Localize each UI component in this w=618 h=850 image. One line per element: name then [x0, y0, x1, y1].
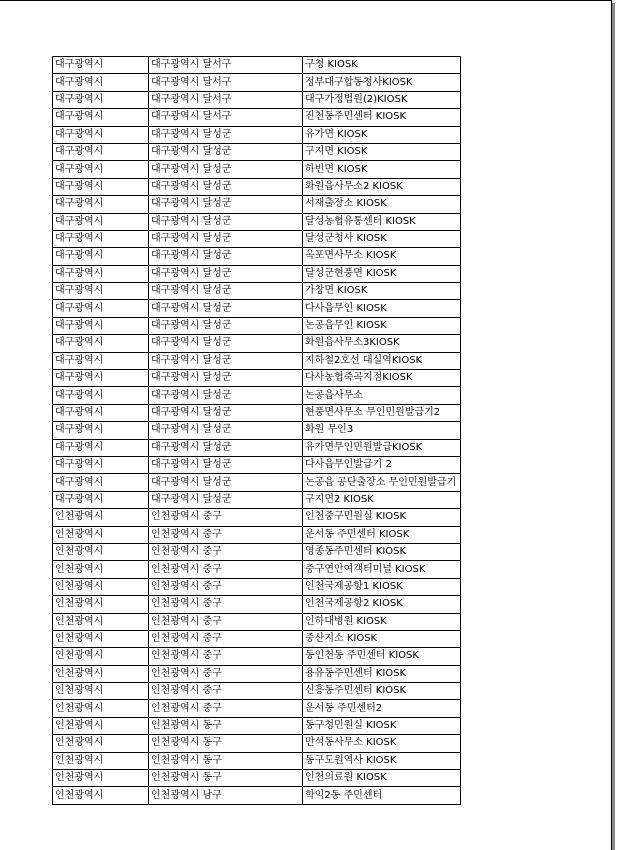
district-cell: 인천광역시 중구: [149, 665, 303, 682]
district-cell: 대구광역시 달성군: [149, 439, 303, 456]
city-cell: 대구광역시: [53, 196, 149, 213]
district-cell: 대구광역시 달성군: [149, 265, 303, 282]
district-cell: 인천광역시 중구: [149, 543, 303, 560]
kiosk-location-cell: 구지면 KIOSK: [303, 143, 461, 160]
district-cell: 대구광역시 달서구: [149, 91, 303, 108]
district-cell: 대구광역시 달성군: [149, 126, 303, 143]
table-row: [53, 596, 461, 613]
table-row: [53, 352, 461, 369]
district-cell: 인천광역시 중구: [149, 613, 303, 630]
district-cell: 인천광역시 중구: [149, 561, 303, 578]
district-cell: 인천광역시 동구: [149, 735, 303, 752]
city-cell: 대구광역시: [53, 265, 149, 282]
kiosk-location-cell: 동인천동 주민센터 KIOSK: [303, 648, 461, 665]
kiosk-location-cell: 인천국제공항2 KIOSK: [303, 596, 461, 613]
kiosk-location-cell: 구지면2 KIOSK: [303, 491, 461, 508]
table-row: [53, 387, 461, 404]
district-cell: 대구광역시 달성군: [149, 335, 303, 352]
kiosk-location-cell: 다사읍무인 KIOSK: [303, 300, 461, 317]
table-row: [53, 543, 461, 560]
district-cell: 대구광역시 달성군: [149, 317, 303, 334]
city-cell: 대구광역시: [53, 74, 149, 91]
table-row: [53, 265, 461, 282]
table-row: [53, 630, 461, 647]
table-row: [53, 665, 461, 682]
district-cell: 대구광역시 달성군: [149, 213, 303, 230]
kiosk-location-cell: 진천동주민센터 KIOSK: [303, 109, 461, 126]
kiosk-location-cell: 용유동주민센터 KIOSK: [303, 665, 461, 682]
district-cell: 대구광역시 달성군: [149, 352, 303, 369]
kiosk-location-cell: 지하철2호선 대실역KIOSK: [303, 352, 461, 369]
city-cell: 대구광역시: [53, 335, 149, 352]
table-row: [53, 439, 461, 456]
city-cell: 대구광역시: [53, 387, 149, 404]
city-cell: 대구광역시: [53, 161, 149, 178]
district-cell: 대구광역시 달서구: [149, 57, 303, 74]
table-row: [53, 683, 461, 700]
city-cell: 인천광역시: [53, 526, 149, 543]
kiosk-location-cell: 학익2동 주민센터: [303, 787, 461, 804]
district-cell: 대구광역시 달서구: [149, 74, 303, 91]
city-cell: 인천광역시: [53, 509, 149, 526]
table-row: [53, 161, 461, 178]
district-cell: 인천광역시 중구: [149, 700, 303, 717]
table-row: [53, 422, 461, 439]
kiosk-location-cell: 인천중구민원실 KIOSK: [303, 509, 461, 526]
district-cell: 인천광역시 중구: [149, 596, 303, 613]
city-cell: 인천광역시: [53, 630, 149, 647]
table-row: [53, 526, 461, 543]
district-cell: 대구광역시 달성군: [149, 143, 303, 160]
table-row: [53, 196, 461, 213]
table-row: [53, 578, 461, 595]
kiosk-location-cell: 인천국제공항1 KIOSK: [303, 578, 461, 595]
district-cell: 대구광역시 달성군: [149, 370, 303, 387]
city-cell: 인천광역시: [53, 683, 149, 700]
district-cell: 대구광역시 달성군: [149, 422, 303, 439]
table-row: [53, 126, 461, 143]
kiosk-location-cell: 달성군청사 KIOSK: [303, 230, 461, 247]
table-row: [53, 317, 461, 334]
kiosk-location-table: [52, 56, 461, 805]
city-cell: 인천광역시: [53, 596, 149, 613]
city-cell: 대구광역시: [53, 422, 149, 439]
city-cell: 인천광역시: [53, 665, 149, 682]
kiosk-location-cell: 동구도원역사 KIOSK: [303, 752, 461, 769]
table-row: [53, 91, 461, 108]
kiosk-location-cell: 인하대병원 KIOSK: [303, 613, 461, 630]
table-row: [53, 735, 461, 752]
kiosk-location-cell: 정부대구합동청사KIOSK: [303, 74, 461, 91]
table-row: [53, 300, 461, 317]
table-row: [53, 474, 461, 491]
city-cell: 대구광역시: [53, 439, 149, 456]
kiosk-location-cell: 논공읍무인 KIOSK: [303, 317, 461, 334]
district-cell: 대구광역시 달성군: [149, 300, 303, 317]
kiosk-location-cell: 중구연안여객터미널 KIOSK: [303, 561, 461, 578]
city-cell: 대구광역시: [53, 126, 149, 143]
district-cell: 인천광역시 동구: [149, 770, 303, 787]
table-row: [53, 57, 461, 74]
city-cell: 인천광역시: [53, 735, 149, 752]
district-cell: 대구광역시 달성군: [149, 283, 303, 300]
table-row: [53, 230, 461, 247]
district-cell: 인천광역시 남구: [149, 787, 303, 804]
district-cell: 대구광역시 달성군: [149, 161, 303, 178]
table-row: [53, 648, 461, 665]
kiosk-location-cell: 중산지소 KIOSK: [303, 630, 461, 647]
district-cell: 인천광역시 중구: [149, 509, 303, 526]
city-cell: 대구광역시: [53, 57, 149, 74]
kiosk-location-cell: 유가면무인민원발급KIOSK: [303, 439, 461, 456]
district-cell: 대구광역시 달서구: [149, 109, 303, 126]
table-row: [53, 700, 461, 717]
kiosk-location-cell: 달성군현풍면 KIOSK: [303, 265, 461, 282]
district-cell: 대구광역시 달성군: [149, 248, 303, 265]
district-cell: 대구광역시 달성군: [149, 387, 303, 404]
kiosk-location-cell: 가창면 KIOSK: [303, 283, 461, 300]
kiosk-location-cell: 다사농협죽곡지점KIOSK: [303, 370, 461, 387]
city-cell: 대구광역시: [53, 230, 149, 247]
city-cell: 인천광역시: [53, 613, 149, 630]
table-row: [53, 561, 461, 578]
district-cell: 인천광역시 동구: [149, 752, 303, 769]
kiosk-location-cell: 운서동 주민센터2: [303, 700, 461, 717]
district-cell: 대구광역시 달성군: [149, 196, 303, 213]
city-cell: 대구광역시: [53, 370, 149, 387]
page-shadow: [612, 3, 615, 850]
city-cell: 대구광역시: [53, 109, 149, 126]
kiosk-location-cell: 영종동주민센터 KIOSK: [303, 543, 461, 560]
table-row: [53, 456, 461, 473]
district-cell: 대구광역시 달성군: [149, 474, 303, 491]
district-cell: 인천광역시 동구: [149, 717, 303, 734]
city-cell: 대구광역시: [53, 213, 149, 230]
table-row: [53, 370, 461, 387]
kiosk-location-cell: 화원 무인3: [303, 422, 461, 439]
table-row: [53, 283, 461, 300]
city-cell: 대구광역시: [53, 91, 149, 108]
table-row: [53, 178, 461, 195]
table-row: [53, 509, 461, 526]
table-row: [53, 770, 461, 787]
city-cell: 인천광역시: [53, 648, 149, 665]
kiosk-location-cell: 대구가정법원(2)KIOSK: [303, 91, 461, 108]
city-cell: 대구광역시: [53, 248, 149, 265]
city-cell: 대구광역시: [53, 283, 149, 300]
city-cell: 인천광역시: [53, 770, 149, 787]
kiosk-location-cell: 운서동 주민센터 KIOSK: [303, 526, 461, 543]
kiosk-location-cell: 다사읍무인발급기 2: [303, 456, 461, 473]
city-cell: 대구광역시: [53, 317, 149, 334]
district-cell: 인천광역시 중구: [149, 630, 303, 647]
kiosk-location-cell: 화원읍사무소2 KIOSK: [303, 178, 461, 195]
city-cell: 인천광역시: [53, 700, 149, 717]
kiosk-location-cell: 하빈면 KIOSK: [303, 161, 461, 178]
kiosk-location-cell: 현풍면사무소 무인민원발급기2: [303, 404, 461, 421]
kiosk-location-cell: 유가면 KIOSK: [303, 126, 461, 143]
city-cell: 대구광역시: [53, 404, 149, 421]
table-row: [53, 248, 461, 265]
table-row: [53, 717, 461, 734]
district-cell: 대구광역시 달성군: [149, 178, 303, 195]
district-cell: 인천광역시 중구: [149, 578, 303, 595]
district-cell: 인천광역시 중구: [149, 526, 303, 543]
city-cell: 인천광역시: [53, 752, 149, 769]
district-cell: 인천광역시 중구: [149, 683, 303, 700]
city-cell: 대구광역시: [53, 491, 149, 508]
table-row: [53, 109, 461, 126]
table-row: [53, 404, 461, 421]
city-cell: 인천광역시: [53, 543, 149, 560]
city-cell: 인천광역시: [53, 717, 149, 734]
district-cell: 대구광역시 달성군: [149, 456, 303, 473]
city-cell: 인천광역시: [53, 787, 149, 804]
table-row: [53, 787, 461, 804]
kiosk-location-cell: 화원읍사무소3KIOSK: [303, 335, 461, 352]
kiosk-location-cell: 서재출장소 KIOSK: [303, 196, 461, 213]
table-row: [53, 213, 461, 230]
table-row: [53, 613, 461, 630]
district-cell: 대구광역시 달성군: [149, 230, 303, 247]
district-cell: 인천광역시 중구: [149, 648, 303, 665]
kiosk-location-cell: 인천의료원 KIOSK: [303, 770, 461, 787]
kiosk-location-cell: 신흥동주민센터 KIOSK: [303, 683, 461, 700]
kiosk-location-cell: 구청 KIOSK: [303, 57, 461, 74]
city-cell: 대구광역시: [53, 352, 149, 369]
kiosk-location-cell: 논공읍 공단출장소 무인민원발급기: [303, 474, 461, 491]
table-row: [53, 74, 461, 91]
table-body: [53, 57, 461, 805]
table-row: [53, 752, 461, 769]
city-cell: 대구광역시: [53, 300, 149, 317]
kiosk-location-cell: 논공읍사무소: [303, 387, 461, 404]
city-cell: 대구광역시: [53, 474, 149, 491]
district-cell: 대구광역시 달성군: [149, 491, 303, 508]
district-cell: 대구광역시 달성군: [149, 404, 303, 421]
city-cell: 대구광역시: [53, 178, 149, 195]
city-cell: 인천광역시: [53, 561, 149, 578]
city-cell: 인천광역시: [53, 578, 149, 595]
table-row: [53, 335, 461, 352]
city-cell: 대구광역시: [53, 143, 149, 160]
table-row: [53, 143, 461, 160]
kiosk-location-cell: 옥포면사무소 KIOSK: [303, 248, 461, 265]
kiosk-location-cell: 동구청민원실 KIOSK: [303, 717, 461, 734]
kiosk-location-cell: 달성농협유통센터 KIOSK: [303, 213, 461, 230]
table-row: [53, 491, 461, 508]
kiosk-location-cell: 만석동사무소 KIOSK: [303, 735, 461, 752]
city-cell: 대구광역시: [53, 456, 149, 473]
